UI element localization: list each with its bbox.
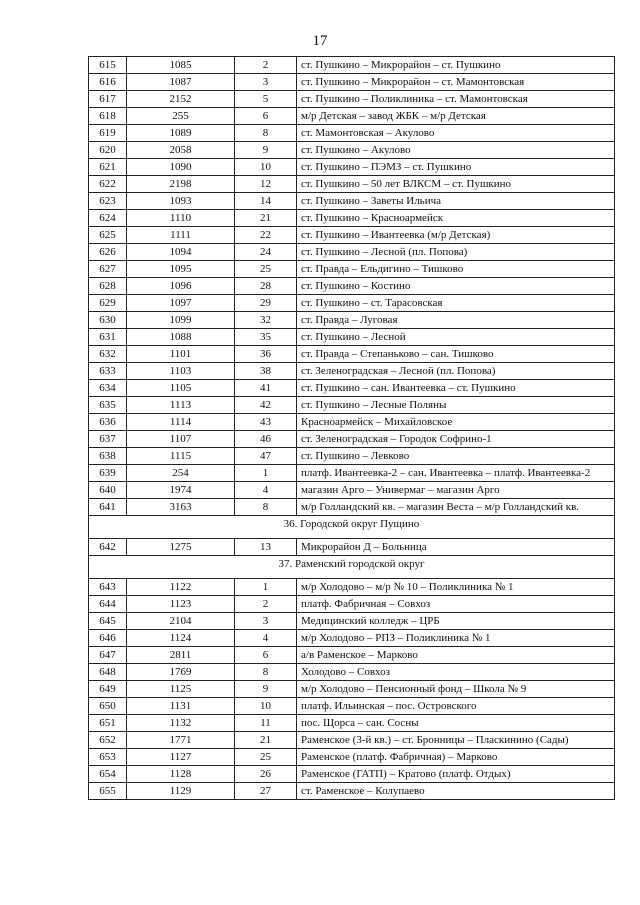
route-number-cell: 27 [235, 783, 297, 800]
row-number-cell: 635 [89, 397, 127, 414]
route-name-cell: а/в Раменское – Марково [297, 647, 615, 664]
row-number-cell: 640 [89, 482, 127, 499]
route-name-cell: ст. Раменское – Колупаево [297, 783, 615, 800]
route-name-cell: ст. Пушкино – Костино [297, 278, 615, 295]
table-row [89, 465, 615, 482]
route-name-cell: м/р Холодово – РПЗ – Поликлиника № 1 [297, 630, 615, 647]
route-name-cell: м/р Холодово – Пенсионный фонд – Школа № 9 [297, 681, 615, 698]
route-number-cell: 36 [235, 346, 297, 363]
registration-number-cell: 1085 [127, 57, 235, 74]
route-number-cell: 28 [235, 278, 297, 295]
route-name-cell: м/р Холодово – м/р № 10 – Поликлиника № 1 [297, 579, 615, 596]
registration-number-cell: 1122 [127, 579, 235, 596]
table-row [89, 698, 615, 715]
table-row [89, 312, 615, 329]
route-name-cell: ст. Зеленоградская – Городок Софрино-1 [297, 431, 615, 448]
registration-number-cell: 2198 [127, 176, 235, 193]
registration-number-cell: 1132 [127, 715, 235, 732]
row-number-cell: 629 [89, 295, 127, 312]
table-row [89, 715, 615, 732]
registration-number-cell: 1974 [127, 482, 235, 499]
row-number-cell: 645 [89, 613, 127, 630]
table-row [89, 210, 615, 227]
section-title: 37. Раменский городской округ [89, 556, 615, 579]
route-number-cell: 9 [235, 142, 297, 159]
table-row [89, 244, 615, 261]
row-number-cell: 623 [89, 193, 127, 210]
route-name-cell: ст. Пушкино – Акулово [297, 142, 615, 159]
table-row [89, 125, 615, 142]
table-row [89, 295, 615, 312]
route-name-cell: Холодово – Совхоз [297, 664, 615, 681]
row-number-cell: 621 [89, 159, 127, 176]
row-number-cell: 624 [89, 210, 127, 227]
registration-number-cell: 1115 [127, 448, 235, 465]
route-number-cell: 13 [235, 539, 297, 556]
route-name-cell: м/р Детская – завод ЖБК – м/р Детская [297, 108, 615, 125]
table-row [89, 346, 615, 363]
registration-number-cell: 254 [127, 465, 235, 482]
route-number-cell: 29 [235, 295, 297, 312]
route-number-cell: 1 [235, 579, 297, 596]
row-number-cell: 651 [89, 715, 127, 732]
table-row [89, 176, 615, 193]
route-name-cell: ст. Пушкино – Левково [297, 448, 615, 465]
registration-number-cell: 1093 [127, 193, 235, 210]
table-row [89, 193, 615, 210]
route-number-cell: 41 [235, 380, 297, 397]
row-number-cell: 622 [89, 176, 127, 193]
row-number-cell: 649 [89, 681, 127, 698]
registration-number-cell: 1090 [127, 159, 235, 176]
route-number-cell: 3 [235, 613, 297, 630]
route-name-cell: платф. Ильинская – пос. Островского [297, 698, 615, 715]
registration-number-cell: 1125 [127, 681, 235, 698]
row-number-cell: 634 [89, 380, 127, 397]
row-number-cell: 636 [89, 414, 127, 431]
section-header-row [89, 516, 615, 539]
row-number-cell: 637 [89, 431, 127, 448]
route-number-cell: 10 [235, 698, 297, 715]
row-number-cell: 650 [89, 698, 127, 715]
table-row [89, 74, 615, 91]
route-name-cell: ст. Правда – Ельдигино – Тишково [297, 261, 615, 278]
registration-number-cell: 1095 [127, 261, 235, 278]
route-name-cell: ст. Пушкино – Заветы Ильича [297, 193, 615, 210]
route-number-cell: 22 [235, 227, 297, 244]
route-number-cell: 25 [235, 261, 297, 278]
registration-number-cell: 2811 [127, 647, 235, 664]
registration-number-cell: 1110 [127, 210, 235, 227]
route-name-cell: платф. Фабричная – Совхоз [297, 596, 615, 613]
route-name-cell: ст. Пушкино – Ивантеевка (м/р Детская) [297, 227, 615, 244]
route-name-cell: Раменское (ГАТП) – Кратово (платф. Отдых) [297, 766, 615, 783]
route-number-cell: 4 [235, 630, 297, 647]
registration-number-cell: 2104 [127, 613, 235, 630]
registration-number-cell: 1101 [127, 346, 235, 363]
route-number-cell: 10 [235, 159, 297, 176]
route-number-cell: 42 [235, 397, 297, 414]
row-number-cell: 639 [89, 465, 127, 482]
table-row [89, 499, 615, 516]
row-number-cell: 644 [89, 596, 127, 613]
table-row [89, 261, 615, 278]
route-name-cell: Микрорайон Д – Больница [297, 539, 615, 556]
registration-number-cell: 1275 [127, 539, 235, 556]
page-number: 17 [312, 33, 328, 49]
table-row [89, 448, 615, 465]
registration-number-cell: 1128 [127, 766, 235, 783]
table-row [89, 647, 615, 664]
row-number-cell: 627 [89, 261, 127, 278]
route-number-cell: 8 [235, 125, 297, 142]
registration-number-cell: 3163 [127, 499, 235, 516]
table-row [89, 227, 615, 244]
table-row [89, 783, 615, 800]
route-name-cell: Медицинский колледж – ЦРБ [297, 613, 615, 630]
route-name-cell: Раменское (3-й кв.) – ст. Бронницы – Пласкинино (Сады) [297, 732, 615, 749]
registration-number-cell: 1097 [127, 295, 235, 312]
registration-number-cell: 2152 [127, 91, 235, 108]
registration-number-cell: 1114 [127, 414, 235, 431]
route-name-cell: пос. Щорса – сан. Сосны [297, 715, 615, 732]
registration-number-cell: 1094 [127, 244, 235, 261]
table-row [89, 539, 615, 556]
registration-number-cell: 1096 [127, 278, 235, 295]
registration-number-cell: 1131 [127, 698, 235, 715]
registration-number-cell: 1127 [127, 749, 235, 766]
table-row [89, 414, 615, 431]
table-row [89, 579, 615, 596]
row-number-cell: 652 [89, 732, 127, 749]
route-number-cell: 11 [235, 715, 297, 732]
route-number-cell: 38 [235, 363, 297, 380]
registration-number-cell: 1113 [127, 397, 235, 414]
registration-number-cell: 1771 [127, 732, 235, 749]
row-number-cell: 653 [89, 749, 127, 766]
row-number-cell: 631 [89, 329, 127, 346]
route-number-cell: 25 [235, 749, 297, 766]
route-number-cell: 2 [235, 596, 297, 613]
registration-number-cell: 1105 [127, 380, 235, 397]
table-row [89, 363, 615, 380]
row-number-cell: 615 [89, 57, 127, 74]
route-name-cell: ст. Мамонтовская – Акулово [297, 125, 615, 142]
row-number-cell: 633 [89, 363, 127, 380]
row-number-cell: 638 [89, 448, 127, 465]
route-name-cell: м/р Голландский кв. – магазин Веста – м/р Голландский кв. [297, 499, 615, 516]
route-table [88, 56, 615, 800]
route-number-cell: 21 [235, 732, 297, 749]
route-name-cell: ст. Пушкино – Микрорайон – ст. Пушкино [297, 57, 615, 74]
route-number-cell: 2 [235, 57, 297, 74]
route-number-cell: 4 [235, 482, 297, 499]
registration-number-cell: 1099 [127, 312, 235, 329]
table-row [89, 57, 615, 74]
route-number-cell: 1 [235, 465, 297, 482]
table-row [89, 278, 615, 295]
registration-number-cell: 1124 [127, 630, 235, 647]
route-number-cell: 47 [235, 448, 297, 465]
registration-number-cell: 1088 [127, 329, 235, 346]
registration-number-cell: 1111 [127, 227, 235, 244]
table-row [89, 664, 615, 681]
route-number-cell: 32 [235, 312, 297, 329]
route-name-cell: ст. Пушкино – ст. Тарасовская [297, 295, 615, 312]
route-name-cell: магазин Арго – Универмаг – магазин Арго [297, 482, 615, 499]
registration-number-cell: 1123 [127, 596, 235, 613]
route-number-cell: 3 [235, 74, 297, 91]
table-row [89, 482, 615, 499]
route-name-cell: Красноармейск – Михайловское [297, 414, 615, 431]
route-number-cell: 14 [235, 193, 297, 210]
row-number-cell: 642 [89, 539, 127, 556]
route-name-cell: ст. Правда – Луговая [297, 312, 615, 329]
registration-number-cell: 1103 [127, 363, 235, 380]
registration-number-cell: 1087 [127, 74, 235, 91]
route-name-cell: ст. Пушкино – ПЭМЗ – ст. Пушкино [297, 159, 615, 176]
row-number-cell: 654 [89, 766, 127, 783]
section-title: 36. Городской округ Пущино [89, 516, 615, 539]
row-number-cell: 616 [89, 74, 127, 91]
table-row [89, 159, 615, 176]
route-name-cell: ст. Пушкино – Лесной [297, 329, 615, 346]
route-number-cell: 26 [235, 766, 297, 783]
route-number-cell: 43 [235, 414, 297, 431]
table-row [89, 749, 615, 766]
route-name-cell: ст. Пушкино – Лесной (пл. Попова) [297, 244, 615, 261]
row-number-cell: 628 [89, 278, 127, 295]
route-name-cell: ст. Пушкино – Лесные Поляны [297, 397, 615, 414]
route-number-cell: 5 [235, 91, 297, 108]
row-number-cell: 643 [89, 579, 127, 596]
route-number-cell: 35 [235, 329, 297, 346]
route-name-cell: ст. Пушкино – Красноармейск [297, 210, 615, 227]
registration-number-cell: 1107 [127, 431, 235, 448]
table-row [89, 732, 615, 749]
route-number-cell: 21 [235, 210, 297, 227]
row-number-cell: 617 [89, 91, 127, 108]
route-number-cell: 8 [235, 499, 297, 516]
route-name-cell: ст. Зеленоградская – Лесной (пл. Попова) [297, 363, 615, 380]
row-number-cell: 630 [89, 312, 127, 329]
route-number-cell: 24 [235, 244, 297, 261]
route-name-cell: платф. Ивантеевка-2 – сан. Ивантеевка – платф. Ивантеевка-2 [297, 465, 615, 482]
row-number-cell: 626 [89, 244, 127, 261]
table-row [89, 431, 615, 448]
table-row [89, 142, 615, 159]
registration-number-cell: 1089 [127, 125, 235, 142]
row-number-cell: 618 [89, 108, 127, 125]
row-number-cell: 648 [89, 664, 127, 681]
table-row [89, 681, 615, 698]
route-number-cell: 9 [235, 681, 297, 698]
row-number-cell: 619 [89, 125, 127, 142]
route-name-cell: ст. Правда – Степаньково – сан. Тишково [297, 346, 615, 363]
route-number-cell: 6 [235, 647, 297, 664]
row-number-cell: 620 [89, 142, 127, 159]
table-row [89, 380, 615, 397]
route-name-cell: ст. Пушкино – сан. Ивантеевка – ст. Пушкино [297, 380, 615, 397]
table-row [89, 108, 615, 125]
row-number-cell: 632 [89, 346, 127, 363]
table-row [89, 630, 615, 647]
registration-number-cell: 255 [127, 108, 235, 125]
table-row [89, 596, 615, 613]
row-number-cell: 646 [89, 630, 127, 647]
table-row [89, 613, 615, 630]
row-number-cell: 647 [89, 647, 127, 664]
route-number-cell: 12 [235, 176, 297, 193]
row-number-cell: 625 [89, 227, 127, 244]
table-row [89, 397, 615, 414]
registration-number-cell: 1129 [127, 783, 235, 800]
route-number-cell: 8 [235, 664, 297, 681]
table-body [89, 57, 615, 800]
table-row [89, 329, 615, 346]
row-number-cell: 641 [89, 499, 127, 516]
route-name-cell: ст. Пушкино – Микрорайон – ст. Мамонтовская [297, 74, 615, 91]
table-row [89, 766, 615, 783]
route-name-cell: ст. Пушкино – 50 лет ВЛКСМ – ст. Пушкино [297, 176, 615, 193]
row-number-cell: 655 [89, 783, 127, 800]
table-row [89, 91, 615, 108]
registration-number-cell: 1769 [127, 664, 235, 681]
section-header-row [89, 556, 615, 579]
route-name-cell: Раменское (платф. Фабричная) – Марково [297, 749, 615, 766]
registration-number-cell: 2058 [127, 142, 235, 159]
route-name-cell: ст. Пушкино – Поликлиника – ст. Мамонтовская [297, 91, 615, 108]
route-number-cell: 46 [235, 431, 297, 448]
route-number-cell: 6 [235, 108, 297, 125]
